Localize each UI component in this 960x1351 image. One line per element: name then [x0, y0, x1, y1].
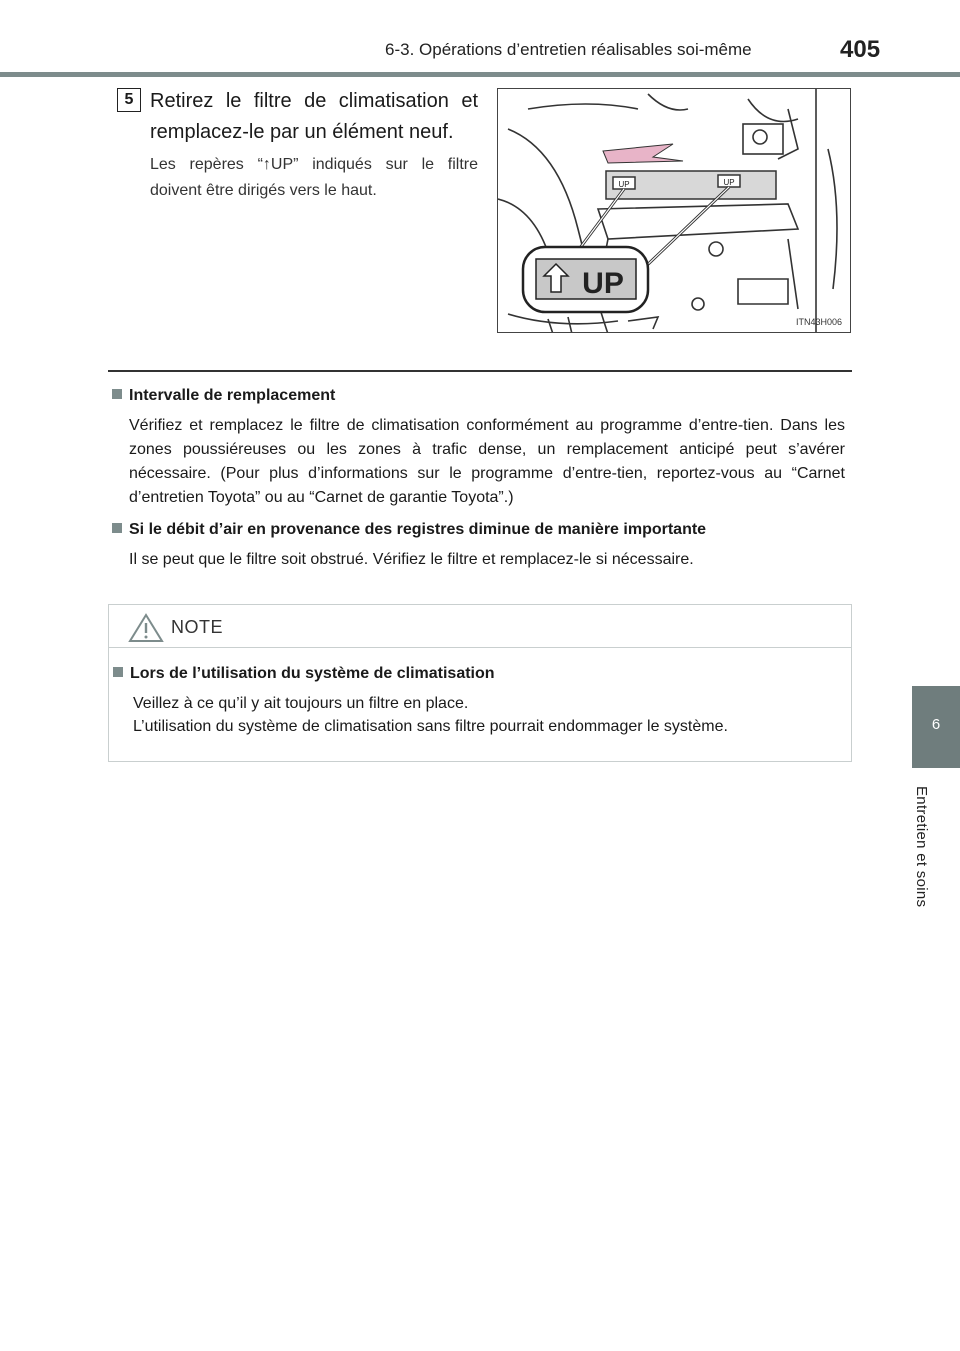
small-up-label-2: UP [723, 178, 735, 187]
up-label: UP [582, 267, 624, 300]
insertion-arrow [603, 144, 683, 163]
info-heading-text: Intervalle de remplacement [129, 387, 336, 404]
info-heading-airflow [112, 521, 706, 539]
filter-drawing [498, 89, 851, 333]
step-note-prefix: Les repères “ [150, 156, 263, 173]
note-line-1: Veillez à ce qu’il y ait toujours un filtre en place. [133, 695, 469, 712]
note-box [108, 604, 852, 762]
chapter-label: Entretien et soins [913, 786, 930, 908]
section-divider [108, 370, 852, 372]
section-title: 6-3. Opérations d’entretien réalisables soi-même [385, 40, 752, 59]
step-number-badge: 5 [117, 88, 141, 112]
info-body-interval: Vérifiez et remplacez le filtre de climatisation conformément au programme d’entre-tien. Dans les zones poussiéreuses ou les zones à trafic dense, un remplacement anticipé peut s’avérer nécessaire. (Pour plus d’informations sur le programme d’entre-tien, reportez-vous au “Carnet d’entretien Toyota” ou au “Carnet de garantie Toyota”.) [129, 417, 845, 506]
note-divider [109, 647, 851, 648]
step-note [150, 152, 478, 204]
up-arrow-icon: ↑ [262, 156, 271, 173]
filter-illustration [497, 88, 851, 333]
step-instruction: Retirez le filtre de climatisation et remplacez-le par un élément neuf. [150, 90, 478, 143]
square-bullet-icon [113, 667, 123, 677]
header-divider [0, 72, 960, 77]
square-bullet-icon [112, 389, 122, 399]
note-title: NOTE [171, 617, 224, 637]
warning-icon [128, 613, 164, 643]
info-heading-text: Si le débit d’air en provenance des registres diminue de manière importante [129, 521, 707, 538]
note-heading-text: Lors de l’utilisation du système de climatisation [130, 665, 495, 682]
page-number: 405 [840, 36, 881, 63]
small-up-label-1: UP [618, 180, 630, 189]
square-bullet-icon [112, 523, 122, 533]
note-line-2: L’utilisation du système de climatisation sans filtre pourrait endommager le système. [133, 718, 728, 735]
info-heading-interval [112, 387, 335, 405]
info-body-airflow: Il se peut que le filtre soit obstrué. Vérifiez le filtre et remplacez-le si nécessaire. [129, 551, 694, 568]
illustration-code: ITN43H006 [795, 317, 842, 327]
chapter-number: 6 [931, 716, 941, 733]
note-heading [113, 665, 495, 683]
chapter-tab[interactable] [912, 686, 960, 768]
step-note-suffix: UP” indiqués sur le filtre doivent être dirigés vers le haut. [150, 156, 479, 199]
